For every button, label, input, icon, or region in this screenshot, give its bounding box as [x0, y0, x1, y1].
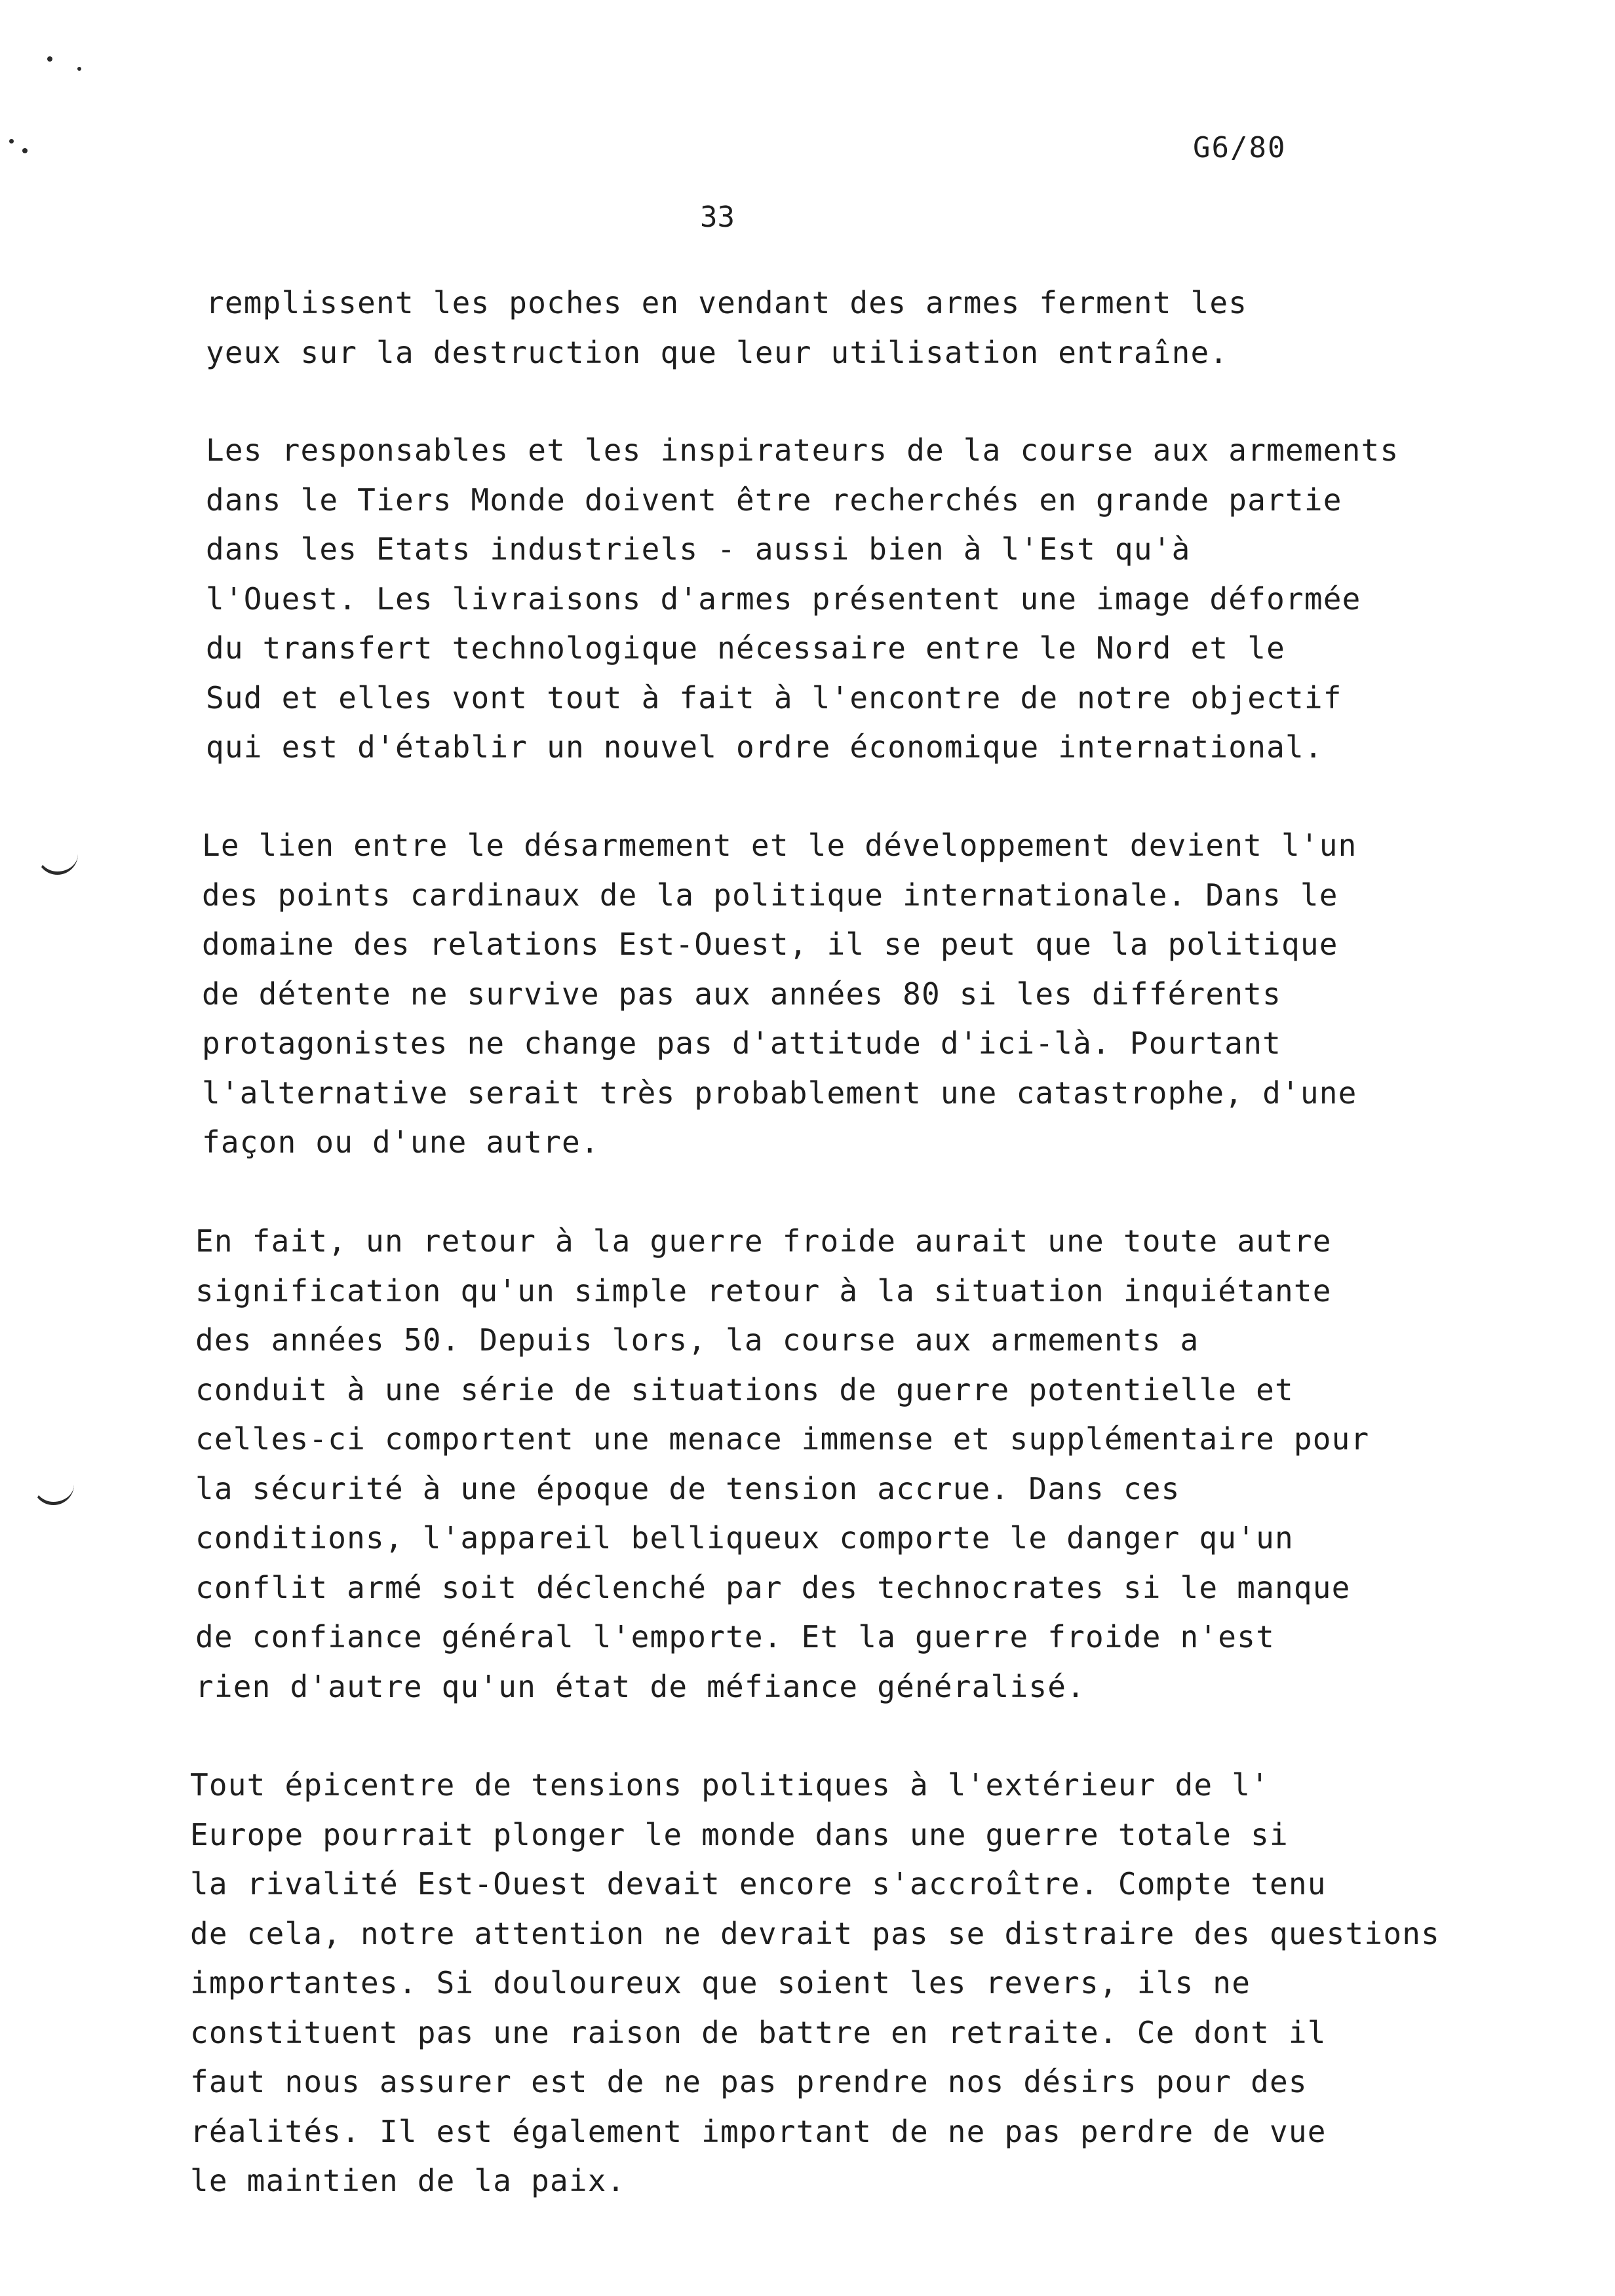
- paragraph-1: [206, 278, 1247, 377]
- text-line: Tout épicentre de tensions politiques à l'extérieur de l': [190, 1767, 1270, 1803]
- text-line: constituent pas une raison de battre en retraite. Ce dont il: [190, 2014, 1327, 2050]
- paragraph-3: [202, 821, 1357, 1168]
- text-line: signification qu'un simple retour à la situation inquiétante: [195, 1272, 1332, 1309]
- text-line: la sécurité à une époque de tension accrue. Dans ces: [195, 1470, 1180, 1506]
- text-line: importantes. Si douloureux que soient les revers, ils ne: [190, 1965, 1251, 2000]
- text-line: des points cardinaux de la politique internationale. Dans le: [202, 877, 1338, 913]
- text-line: dans les Etats industriels - aussi bien à l'Est qu'à: [206, 531, 1191, 567]
- text-line: En fait, un retour à la guerre froide aurait une toute autre: [195, 1223, 1332, 1259]
- margin-mark: [37, 852, 78, 875]
- scan-speck: [47, 56, 52, 62]
- scan-speck: [22, 148, 28, 153]
- document-code: G6/80: [1193, 131, 1287, 164]
- scan-speck: [77, 67, 81, 71]
- text-line: Europe pourrait plonger le monde dans une guerre totale si: [190, 1816, 1289, 1852]
- text-line: la rivalité Est-Ouest devait encore s'accroître. Compte tenu: [190, 1866, 1327, 1902]
- text-line: l'Ouest. Les livraisons d'armes présentent une image déformée: [206, 581, 1361, 617]
- paragraph-5: [190, 1761, 1440, 2206]
- text-line: protagonistes ne change pas d'attitude d'ici-là. Pourtant: [202, 1025, 1281, 1061]
- paragraph-4: [195, 1217, 1369, 1712]
- paragraph-2: [206, 426, 1399, 773]
- text-line: rien d'autre qu'un état de méfiance généralisé.: [195, 1668, 1086, 1704]
- text-line: de confiance général l'emporte. Et la guerre froide n'est: [195, 1619, 1275, 1655]
- text-line: yeux sur la destruction que leur utilisation entraîne.: [206, 334, 1229, 370]
- text-line: des années 50. Depuis lors, la course aux armements a: [195, 1322, 1199, 1358]
- text-line: réalités. Il est également important de ne pas perdre de vue: [190, 2113, 1327, 2149]
- text-line: domaine des relations Est-Ouest, il se peut que la politique: [202, 927, 1338, 962]
- text-line: dans le Tiers Monde doivent être recherchés en grande partie: [206, 482, 1342, 518]
- scan-speck: [9, 139, 14, 144]
- page-number: 33: [700, 201, 735, 234]
- text-line: conflit armé soit déclenché par des technocrates si le manque: [195, 1569, 1351, 1605]
- text-line: Les responsables et les inspirateurs de la course aux armements: [206, 432, 1399, 468]
- text-line: façon ou d'une autre.: [202, 1124, 600, 1160]
- text-line: l'alternative serait très probablement une catastrophe, d'une: [202, 1075, 1357, 1111]
- text-line: qui est d'établir un nouvel ordre économique international.: [206, 729, 1323, 765]
- text-line: du transfert technologique nécessaire entre le Nord et le: [206, 630, 1285, 666]
- text-line: conditions, l'appareil belliqueux comporte le danger qu'un: [195, 1520, 1294, 1556]
- text-line: conduit à une série de situations de guerre potentielle et: [195, 1371, 1294, 1407]
- text-line: de cela, notre attention ne devrait pas se distraire des questions: [190, 1915, 1441, 1951]
- margin-mark: [33, 1482, 74, 1505]
- text-line: faut nous assurer est de ne pas prendre nos désirs pour des: [190, 2064, 1308, 2099]
- text-line: celles-ci comportent une menace immense et supplémentaire pour: [195, 1421, 1370, 1457]
- text-line: remplissent les poches en vendant des armes ferment les: [206, 285, 1248, 320]
- text-line: de détente ne survive pas aux années 80 si les différents: [202, 976, 1281, 1012]
- text-line: le maintien de la paix.: [190, 2163, 626, 2198]
- text-line: Sud et elles vont tout à fait à l'encontre de notre objectif: [206, 679, 1342, 716]
- text-line: Le lien entre le désarmement et le développement devient l'un: [202, 828, 1357, 863]
